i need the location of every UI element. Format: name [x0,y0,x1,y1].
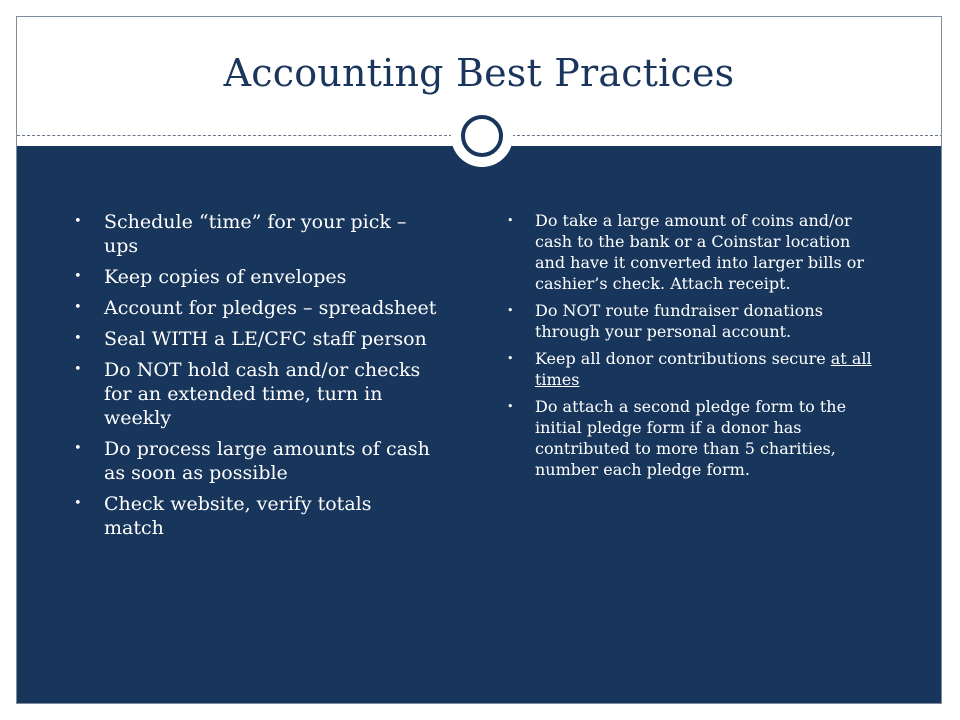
list-item [72,296,437,320]
list-item-text: Do NOT hold cash and/or checks for an extended time, turn in weekly [104,359,421,429]
list-item-emphasis: at all times [535,349,872,389]
list-item-text: Do attach a second pledge form to the initial pledge form if a donor has contributed to more than 5 charities, number each pledge form. [535,397,847,479]
list-item [72,437,437,485]
left-bullet-column [72,210,437,547]
list-item [72,327,437,351]
list-item-text: Do NOT route fundraiser donations through your personal account. [535,301,823,341]
list-item [505,396,885,480]
list-item [505,300,885,342]
list-item-text: Seal WITH a LE/CFC staff person [104,328,427,350]
list-item [505,348,885,390]
list-item-text: Keep all donor contributions secure [535,349,831,368]
right-bullet-column [505,210,885,486]
bullet-icon: • [507,352,514,365]
bullet-icon: • [507,304,514,317]
list-item-text: Keep copies of envelopes [104,266,347,288]
circle-badge [451,105,513,167]
list-item [72,210,437,258]
list-item-text: Account for pledges – spreadsheet [104,297,437,319]
bullet-icon: • [74,300,82,315]
right-bullet-list [505,210,885,480]
list-item [72,265,437,289]
circle-ring-icon [461,115,503,157]
list-item-text: Do process large amounts of cash as soon as possible [104,438,430,484]
list-item [72,358,437,430]
divider-line-right [512,135,942,136]
bullet-icon: • [74,362,82,377]
left-bullet-list [72,210,437,540]
slide-title: Accounting Best Practices [223,51,735,95]
bullet-icon: • [74,496,82,511]
bullet-icon: • [74,214,82,229]
bullet-icon: • [507,400,514,413]
bullet-icon: • [74,331,82,346]
list-item [72,492,437,540]
divider-line-left [17,135,452,136]
bullet-icon: • [74,269,82,284]
list-item [505,210,885,294]
list-item-text: Schedule “time” for your pick – ups [104,211,407,257]
bullet-icon: • [507,214,514,227]
list-item-text: Check website, verify totals match [104,493,372,539]
list-item-text: Do take a large amount of coins and/or cash to the bank or a Coinstar location and have it converted into larger bills or cashier’s check. Attach receipt. [535,211,865,293]
bullet-icon: • [74,441,82,456]
